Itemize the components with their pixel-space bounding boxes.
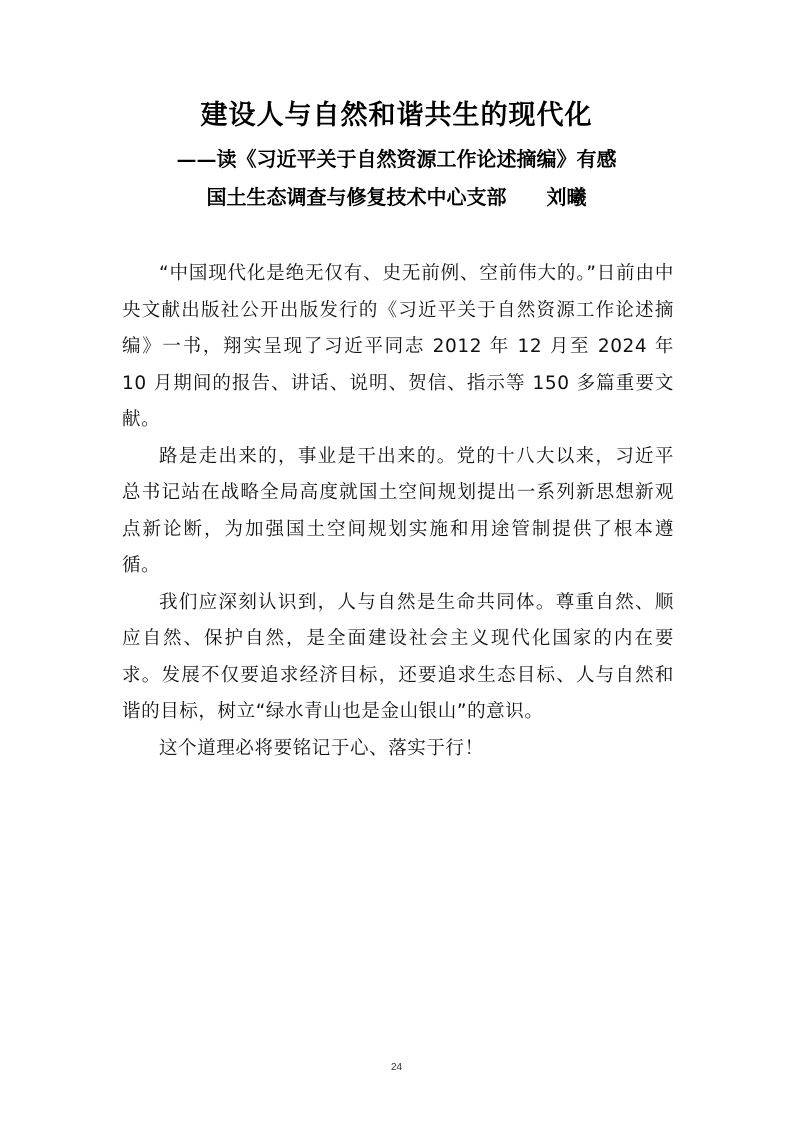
paragraph-1: “中国现代化是绝无仅有、史无前例、空前伟大的。”日前由中央文献出版社公开出版发行的《习近平关于自然资源工作论述摘编》一书，翔实呈现了习近平同志 2012 年 12 月至 2024 年 10 月期间的报告、讲话、说明、贺信、指示等 150 多篇重要文献。 bbox=[122, 263, 674, 430]
paragraph-3: 我们应深刻认识到，人与自然是生命共同体。尊重自然、顺应自然、保护自然，是全面建设社会主义现代化国家的内在要求。发展不仅要追求经济目标，还要追求生态目标、人与自然和谐的目标，树立“绿水青山也是金山银山”的意识。 bbox=[122, 591, 674, 722]
paragraph-2: 路是走出来的，事业是干出来的。党的十八大以来，习近平总书记站在战略全局高度就国土空间规划提出一系列新思想新观点新论断，为加强国土空间规划实施和用途管制提供了根本遵循。 bbox=[122, 445, 674, 576]
author-byline: 国土生态调查与修复技术中心支部 刘曦 bbox=[206, 185, 587, 209]
document-subtitle: ——读《习近平关于自然资源工作论述摘编》有感 bbox=[176, 147, 617, 171]
page-number: 24 bbox=[390, 1062, 403, 1073]
article-body bbox=[122, 256, 674, 767]
paragraph-4: 这个道理必将要铭记于心、落实于行！ bbox=[159, 737, 484, 759]
document-title: 建设人与自然和谐共生的现代化 bbox=[200, 100, 593, 131]
